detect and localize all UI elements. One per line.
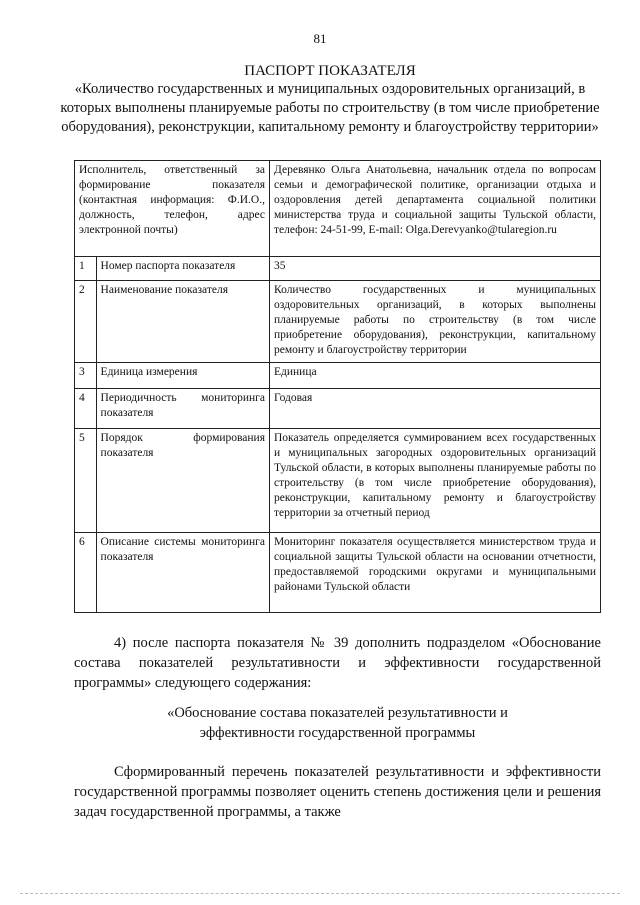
page-title: ПАСПОРТ ПОКАЗАТЕЛЯ bbox=[244, 63, 416, 79]
row-number: 6 bbox=[75, 533, 97, 613]
indicator-subtitle: «Количество государственных и муниципальных оздоровительных организаций, в которых выполнены планируемые работы по строительству (в том числе приобретение оборудования), реконструкции, капитальному ремонту и благоустройству территории» bbox=[60, 81, 600, 135]
row-value: Мониторинг показателя осуществляется министерством труда и социальной защиты Тульской области на основании отчетности, предоставляемой городскими округами и муниципальными районами Тульской области bbox=[270, 533, 601, 613]
row-number: 2 bbox=[75, 281, 97, 363]
row-label: Номер паспорта показателя bbox=[96, 257, 269, 281]
table-row bbox=[75, 257, 601, 281]
row-value: 35 bbox=[270, 257, 601, 281]
row-value: Годовая bbox=[270, 389, 601, 429]
row-number: 4 bbox=[75, 389, 97, 429]
row-value: Показатель определяется суммированием всех государственных и муниципальных загородных оздоровительных организаций Тульской области, в которых выполнены планируемые работы по строительству (в том числе приобретение оборудования), реконструкции, капитальному ремонту и благоустройству территории за отчетный период bbox=[270, 429, 601, 533]
row-value: Количество государственных и муниципальных оздоровительных организаций, в которых выполнены планируемые работы по строительству (в том числе приобретение оборудования), реконструкции, капитальному ремонту и благоустройству территории bbox=[270, 281, 601, 363]
row-label: Описание системы мониторинга показателя bbox=[96, 533, 269, 613]
row-number: 3 bbox=[75, 363, 97, 389]
row-number: 1 bbox=[75, 257, 97, 281]
passport-table bbox=[74, 160, 601, 613]
executor-row bbox=[75, 161, 601, 257]
amendment-paragraph: 4) после паспорта показателя № 39 дополнить подразделом «Обоснование состава показателей результативности и эффективности государственной программы» следующего содержания: bbox=[74, 635, 601, 691]
row-label: Наименование показателя bbox=[96, 281, 269, 363]
table-row bbox=[75, 363, 601, 389]
table-row bbox=[75, 533, 601, 613]
table-row bbox=[75, 429, 601, 533]
executor-value: Деревянко Ольга Анатольевна, начальник отдела по вопросам семьи и демографической политике, организации отдыха и оздоровления детей департамента социальной политики министерства труда и социальной защиты Тульской области, телефон: 24-51-99, E-mail: Olga.Derevyanko@tularegion.ru bbox=[270, 161, 601, 257]
body-paragraph: Сформированный перечень показателей результативности и эффективности государственной программы позволяет оценить степень достижения цели и решения задач государственной программы, а также bbox=[74, 764, 601, 820]
row-label: Периодичность мониторинга показателя bbox=[96, 389, 269, 429]
row-label: Порядок формирования показателя bbox=[96, 429, 269, 533]
row-value: Единица bbox=[270, 363, 601, 389]
row-label: Единица измерения bbox=[96, 363, 269, 389]
executor-label: Исполнитель, ответственный за формирование показателя (контактная информация: Ф.И.О., должность, телефон, адрес электронной почты) bbox=[75, 161, 270, 257]
page-number: 81 bbox=[313, 31, 327, 46]
row-number: 5 bbox=[75, 429, 97, 533]
table-row bbox=[75, 389, 601, 429]
section-heading: «Обоснование состава показателей результативности и эффективности государственной программы bbox=[167, 705, 508, 741]
table-row bbox=[75, 281, 601, 363]
scan-edge-artifact bbox=[20, 893, 620, 895]
